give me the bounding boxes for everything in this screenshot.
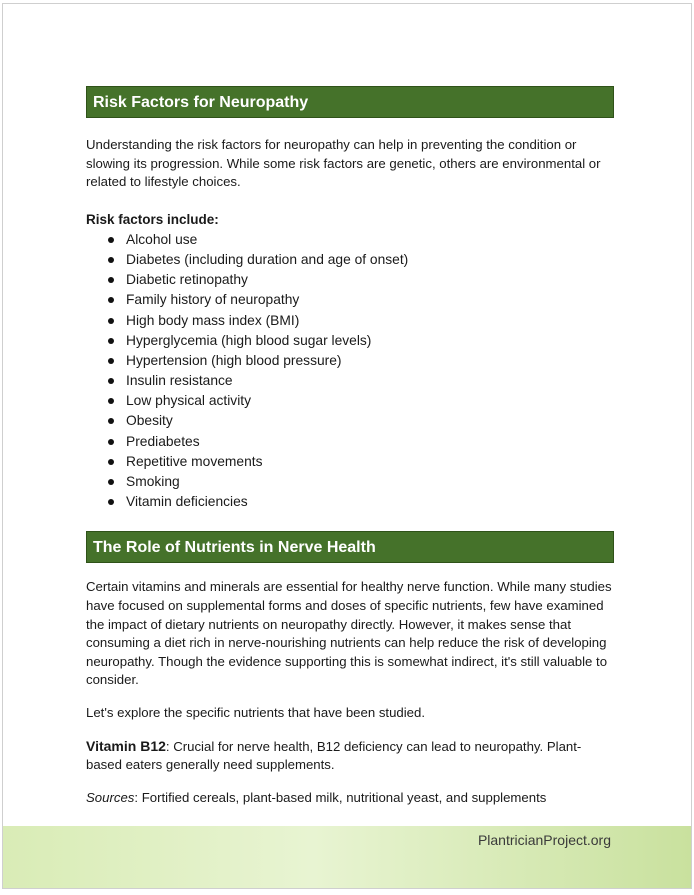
- risk-factors-list: [86, 230, 614, 513]
- bullet-icon: [108, 418, 114, 424]
- bullet-icon: [108, 398, 114, 404]
- risk-factor-item: [86, 432, 614, 452]
- risk-factor-label: Repetitive movements: [126, 453, 263, 469]
- risk-factor-label: Insulin resistance: [126, 373, 233, 389]
- risk-factor-item: [86, 492, 614, 512]
- risk-factors-intro: Understanding the risk factors for neuropathy can help in preventing the condition or slowing its progression. While some risk factors are genetic, others are environmental or related to lifestyle choices.: [86, 137, 601, 190]
- risk-factor-item: [86, 472, 614, 492]
- risk-factor-item: [86, 351, 614, 371]
- risk-factor-item: [86, 270, 614, 290]
- risk-factor-item: [86, 290, 614, 310]
- bullet-icon: [108, 459, 114, 465]
- page-footer: [3, 826, 691, 888]
- risk-factor-label: Diabetic retinopathy: [126, 272, 248, 288]
- explore-paragraph: Let's explore the specific nutrients that have been studied.: [86, 704, 426, 720]
- risk-factor-item: [86, 250, 614, 270]
- bullet-icon: [108, 277, 114, 283]
- footer-website: PlantricianProject.org: [477, 832, 611, 848]
- bullet-icon: [108, 358, 114, 364]
- risk-factor-label: Obesity: [126, 413, 173, 429]
- vitamin-b12-description: : Crucial for nerve health, B12 deficiency can lead to neuropathy. Plant-based eaters generally need supplements.: [86, 738, 582, 773]
- bullet-icon: [108, 257, 114, 263]
- risk-factor-item: [86, 371, 614, 391]
- page-content: [86, 86, 614, 807]
- bullet-icon: [108, 297, 114, 303]
- risk-factor-item: [86, 230, 614, 250]
- risk-factor-label: Diabetes (including duration and age of onset): [126, 251, 409, 267]
- bullet-icon: [108, 479, 114, 485]
- bullet-icon: [108, 237, 114, 243]
- sources-text: : Fortified cereals, plant-based milk, nutritional yeast, and supplements: [134, 789, 547, 805]
- risk-factor-item: [86, 311, 614, 331]
- risk-factor-label: Low physical activity: [126, 393, 251, 409]
- risk-factor-item: [86, 391, 614, 411]
- bullet-icon: [108, 499, 114, 505]
- bullet-icon: [108, 439, 114, 445]
- risk-factor-label: Hyperglycemia (high blood sugar levels): [126, 332, 372, 348]
- bullet-icon: [108, 378, 114, 384]
- risk-factor-label: Smoking: [126, 474, 180, 490]
- bullet-icon: [108, 338, 114, 344]
- bullet-icon: [108, 318, 114, 324]
- risk-factor-label: Family history of neuropathy: [126, 292, 300, 308]
- section-title-nutrients: The Role of Nutrients in Nerve Health: [86, 531, 614, 563]
- risk-factor-item: [86, 452, 614, 472]
- nutrients-paragraph: Certain vitamins and minerals are essential for healthy nerve function. While many studies have focused on supplemental forms and doses of specific nutrients, few have examined the impact of dietary nutrients on neuropathy directly. However, it makes sense that consuming a diet rich in nerve-nourishing nutrients can help reduce the risk of developing neuropathy. Though the evidence supporting this is somewhat indirect, it's still valuable to consider.: [86, 579, 612, 688]
- sources-label: Sources: [86, 789, 135, 805]
- risk-factor-label: Vitamin deficiencies: [126, 494, 248, 510]
- risk-factor-label: Alcohol use: [126, 231, 198, 247]
- section-title-risk-factors: Risk Factors for Neuropathy: [86, 86, 614, 118]
- sources-paragraph: [86, 789, 614, 808]
- risk-factor-label: Prediabetes: [126, 433, 200, 449]
- vitamin-b12-term: Vitamin B12: [86, 737, 166, 754]
- risk-factors-list-heading: Risk factors include:: [86, 211, 219, 227]
- risk-factor-item: [86, 411, 614, 431]
- risk-factor-label: High body mass index (BMI): [126, 312, 300, 328]
- risk-factor-item: [86, 331, 614, 351]
- risk-factor-label: Hypertension (high blood pressure): [126, 352, 342, 368]
- document-page: [2, 3, 692, 889]
- vitamin-b12-paragraph: [86, 737, 614, 775]
